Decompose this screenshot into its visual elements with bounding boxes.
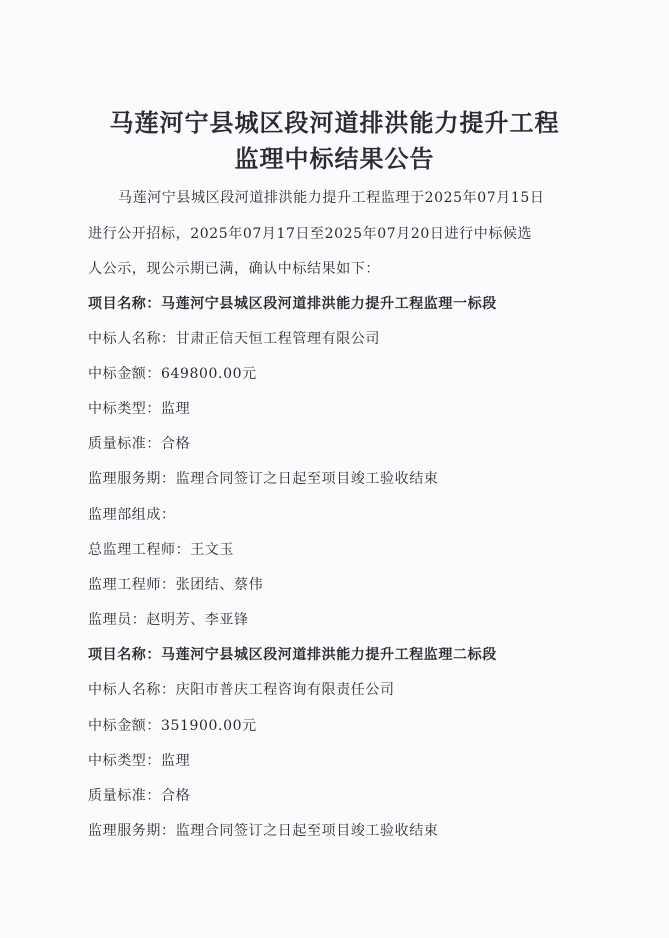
section2-service-period: 监理服务期：监理合同签订之日起至项目竣工验收结束 bbox=[88, 823, 439, 839]
section1-team-heading: 监理部组成： bbox=[88, 507, 176, 523]
intro-line-3: 人公示，现公示期已满，确认中标结果如下： bbox=[88, 261, 380, 277]
section1-quality: 质量标准：合格 bbox=[88, 436, 191, 452]
document-title-line1: 马莲河宁县城区段河道排洪能力提升工程 bbox=[109, 109, 560, 137]
section1-service-period: 监理服务期：监理合同签订之日起至项目竣工验收结束 bbox=[88, 471, 439, 487]
intro-line-2: 进行公开招标，2025年07月17日至2025年07月20日进行中标候选 bbox=[88, 226, 533, 242]
section1-amount: 中标金额：649800.00元 bbox=[88, 366, 257, 382]
section1-engineers: 监理工程师：张团结、蔡伟 bbox=[88, 577, 264, 593]
section1-chief-engineer: 总监理工程师：王文玉 bbox=[88, 542, 234, 558]
section1-staff: 监理员：赵明芳、李亚锋 bbox=[88, 612, 249, 628]
section2-quality: 质量标准：合格 bbox=[88, 788, 191, 804]
section1-type: 中标类型：监理 bbox=[88, 401, 191, 417]
section1-winner: 中标人名称：甘肃正信天恒工程管理有限公司 bbox=[88, 331, 380, 347]
section2-project-name: 项目名称：马莲河宁县城区段河道排洪能力提升工程监理二标段 bbox=[88, 647, 497, 663]
intro-line-1: 马莲河宁县城区段河道排洪能力提升工程监理于2025年07月15日 bbox=[118, 190, 545, 206]
document-title-line2: 监理中标结果公告 bbox=[234, 145, 435, 173]
section2-type: 中标类型：监理 bbox=[88, 753, 191, 769]
section1-project-name: 项目名称：马莲河宁县城区段河道排洪能力提升工程监理一标段 bbox=[88, 296, 497, 312]
section2-amount: 中标金额：351900.00元 bbox=[88, 718, 257, 734]
section2-winner: 中标人名称：庆阳市普庆工程咨询有限责任公司 bbox=[88, 682, 395, 698]
